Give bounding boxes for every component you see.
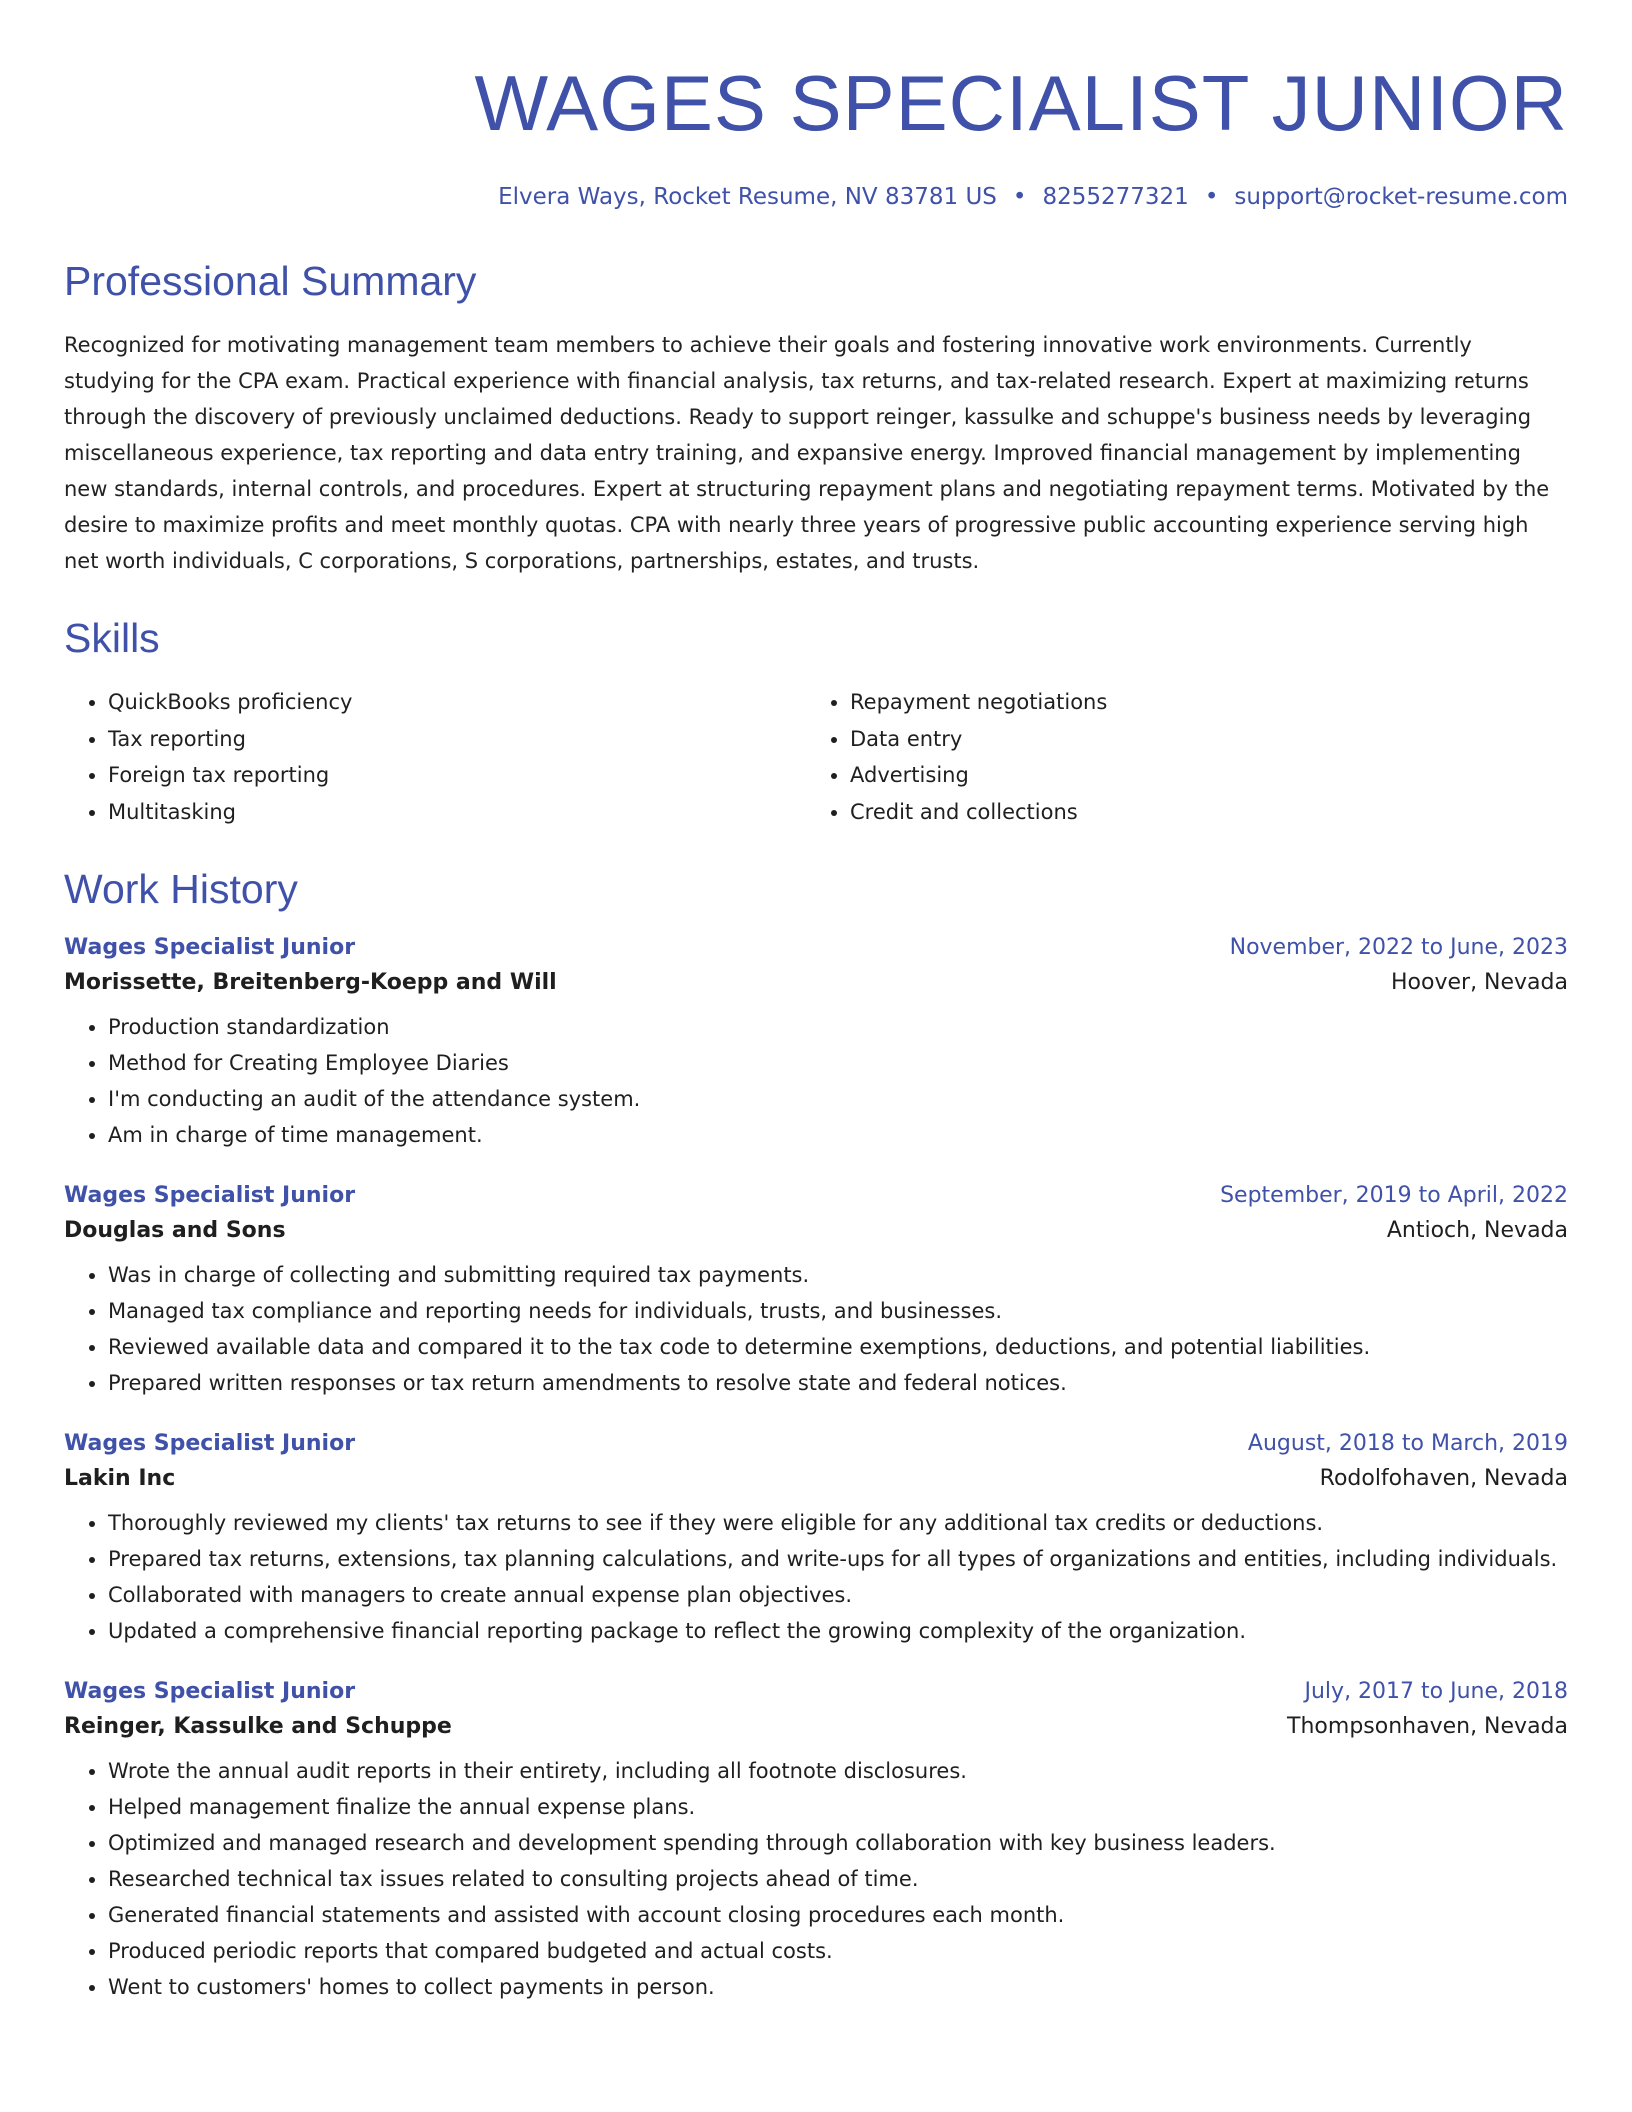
work-history-heading: Work History bbox=[64, 866, 298, 912]
job-bullet: • Method for Creating Employee Diaries bbox=[108, 1045, 1568, 1081]
job-location: Thompsonhaven, Nevada bbox=[1287, 1714, 1568, 1739]
job-bullets bbox=[64, 1505, 1568, 1649]
contact-separator: • bbox=[1204, 184, 1219, 210]
job-bullet: • Went to customers' homes to collect payments in person. bbox=[108, 1969, 1568, 2005]
job-dates: September, 2019 to April, 2022 bbox=[1220, 1183, 1568, 1208]
skill-item: • QuickBooks proficiency bbox=[108, 684, 806, 721]
job-header bbox=[64, 1679, 1568, 1704]
job-bullet: • Production standardization bbox=[108, 1009, 1568, 1045]
job-bullet: • Managed tax compliance and reporting needs for individuals, trusts, and businesses. bbox=[108, 1293, 1568, 1329]
skill-item: • Tax reporting bbox=[108, 721, 806, 758]
skill-item: • Repayment negotiations bbox=[850, 684, 1548, 721]
job-company: Reinger, Kassulke and Schuppe bbox=[64, 1714, 452, 1739]
job-bullet: • Collaborated with managers to create annual expense plan objectives. bbox=[108, 1577, 1568, 1613]
skills-column-right bbox=[806, 684, 1548, 830]
job-bullet: • Produced periodic reports that compared budgeted and actual costs. bbox=[108, 1933, 1568, 1969]
job-entry bbox=[64, 1431, 1568, 1649]
job-bullet: • Updated a comprehensive financial reporting package to reflect the growing complexity of the organization. bbox=[108, 1613, 1568, 1649]
job-bullet: • Generated financial statements and assisted with account closing procedures each month. bbox=[108, 1897, 1568, 1933]
job-bullet: • Wrote the annual audit reports in their entirety, including all footnote disclosures. bbox=[108, 1753, 1568, 1789]
job-bullet: • Reviewed available data and compared it to the tax code to determine exemptions, deductions, and potential liabilities. bbox=[108, 1329, 1568, 1365]
job-location: Hoover, Nevada bbox=[1391, 970, 1568, 995]
job-bullet: • Was in charge of collecting and submitting required tax payments. bbox=[108, 1257, 1568, 1293]
job-bullet: • Prepared written responses or tax return amendments to resolve state and federal notices. bbox=[108, 1365, 1568, 1401]
resume-page bbox=[64, 0, 1568, 2005]
job-subheader bbox=[64, 1466, 1568, 1491]
summary-paragraph: Recognized for motivating management team members to achieve their goals and fostering innovative work environments. Currently studying for the CPA exam. Practical experience with financial analysis, tax returns, and tax-related research. Expert at maximizing returns through the discovery of previously unclaimed deductions. Ready to support reinger, kassulke and schuppe's business needs by leveraging miscellaneous experience, tax reporting and data entry training, and expansive energy. Improved financial management by implementing new standards, internal controls, and procedures. Expert at structuring repayment plans and negotiating repayment terms. Motivated by the desire to maximize profits and meet monthly quotas. CPA with nearly three years of progressive public accounting experience serving high net worth individuals, C corporations, S corporations, partnerships, estates, and trusts. bbox=[64, 333, 1550, 573]
job-title: Wages Specialist Junior bbox=[64, 935, 356, 960]
job-bullet: • I'm conducting an audit of the attendance system. bbox=[108, 1081, 1568, 1117]
contact-address: Elvera Ways, Rocket Resume, NV 83781 US bbox=[498, 184, 997, 210]
job-dates: November, 2022 to June, 2023 bbox=[1229, 935, 1568, 960]
job-company: Lakin Inc bbox=[64, 1466, 176, 1491]
job-dates: August, 2018 to March, 2019 bbox=[1247, 1431, 1568, 1456]
skill-item: • Data entry bbox=[850, 721, 1548, 758]
contact-line bbox=[64, 184, 1568, 210]
job-bullet: • Prepared tax returns, extensions, tax planning calculations, and write-ups for all types of organizations and entities, including individuals. bbox=[108, 1541, 1568, 1577]
skill-item: • Advertising bbox=[850, 757, 1548, 794]
job-company: Morissette, Breitenberg-Koepp and Will bbox=[64, 970, 557, 995]
job-entry bbox=[64, 1679, 1568, 2005]
job-bullets bbox=[64, 1009, 1568, 1153]
skills-column-left bbox=[64, 684, 806, 830]
job-bullets bbox=[64, 1753, 1568, 2005]
contact-email[interactable]: support@rocket-resume.com bbox=[1234, 184, 1568, 210]
job-subheader bbox=[64, 1218, 1568, 1243]
job-title: Wages Specialist Junior bbox=[64, 1183, 356, 1208]
job-bullet: • Am in charge of time management. bbox=[108, 1117, 1568, 1153]
job-title: Wages Specialist Junior bbox=[64, 1679, 356, 1704]
contact-phone[interactable]: 8255277321 bbox=[1042, 184, 1189, 210]
skill-item: • Multitasking bbox=[108, 794, 806, 831]
job-header bbox=[64, 935, 1568, 960]
job-header bbox=[64, 1431, 1568, 1456]
job-entry bbox=[64, 935, 1568, 1153]
skill-item: • Foreign tax reporting bbox=[108, 757, 806, 794]
job-subheader bbox=[64, 970, 1568, 995]
job-bullet: • Thoroughly reviewed my clients' tax returns to see if they were eligible for any additional tax credits or deductions. bbox=[108, 1505, 1568, 1541]
job-entry bbox=[64, 1183, 1568, 1401]
skill-item: • Credit and collections bbox=[850, 794, 1548, 831]
job-dates: July, 2017 to June, 2018 bbox=[1304, 1679, 1568, 1704]
job-title: Wages Specialist Junior bbox=[64, 1431, 356, 1456]
job-bullet: • Helped management finalize the annual expense plans. bbox=[108, 1789, 1568, 1825]
summary-heading: Professional Summary bbox=[64, 258, 477, 304]
candidate-name: WAGES SPECIALIST JUNIOR bbox=[474, 59, 1568, 147]
job-company: Douglas and Sons bbox=[64, 1218, 286, 1243]
contact-separator: • bbox=[1012, 184, 1027, 210]
skills-heading: Skills bbox=[64, 615, 160, 661]
job-header bbox=[64, 1183, 1568, 1208]
job-bullets bbox=[64, 1257, 1568, 1401]
job-subheader bbox=[64, 1714, 1568, 1739]
job-location: Rodolfohaven, Nevada bbox=[1319, 1466, 1568, 1491]
skills-list bbox=[64, 684, 1568, 830]
job-location: Antioch, Nevada bbox=[1386, 1218, 1568, 1243]
job-bullet: • Researched technical tax issues related to consulting projects ahead of time. bbox=[108, 1861, 1568, 1897]
job-bullet: • Optimized and managed research and development spending through collaboration with key business leaders. bbox=[108, 1825, 1568, 1861]
